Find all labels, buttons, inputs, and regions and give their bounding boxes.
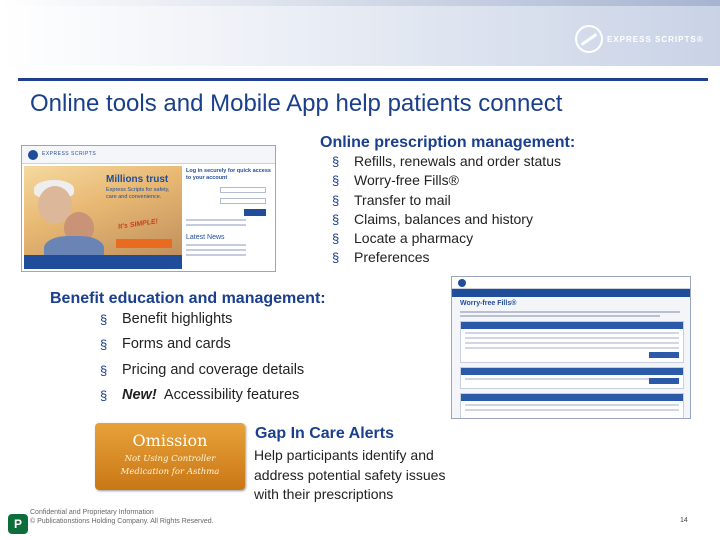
slide-title: Online tools and Mobile App help patients connect [30,90,563,117]
hero-image [24,166,182,269]
screenshot-nav [452,289,690,297]
username-field [220,187,266,193]
new-item-text: Accessibility features [163,386,300,403]
hero-footer [24,255,182,269]
simple-stamp: It's SIMPLE! [117,218,159,231]
hero-text: Express Scripts for safety, care and convenience. [106,187,170,200]
login-panel [186,168,274,256]
omission-subtitle-1: Not Using Controller [124,454,216,464]
publication-p-icon: P [8,514,28,534]
list-item: § Claims, balances and history [332,210,561,229]
confidential-line-2: © Publicationstions Holding Company. All Rights Reserved. [30,518,214,525]
list-item: § Locate a pharmacy [332,229,561,248]
list-item [100,383,304,408]
list-item: § Pricing and coverage details [100,358,304,383]
benefit-bullet-list [100,307,304,408]
website-homepage-screenshot [21,145,276,272]
list-item: § Forms and cards [100,332,304,357]
online-bullet-list [332,152,561,268]
panel-row [465,342,679,344]
panel-row [465,347,679,349]
panel-button [649,378,679,384]
list-item: § Benefit highlights [100,307,304,332]
text-line [186,249,246,251]
mini-brand: EXPRESS SCRIPTS [42,151,97,157]
hero-cta [116,239,172,248]
list-item: § Preferences [332,248,561,267]
panel-row [465,409,679,411]
express-scripts-logo [575,22,704,56]
text-line [186,254,246,256]
gap-alerts-text: Help participants identify and address potential safety issues with their prescriptions [254,447,446,502]
password-field [220,198,266,204]
latest-news: Latest News [186,234,225,241]
express-scripts-logo-icon [575,25,603,53]
panel-button [649,352,679,358]
list-item: § Worry-free Fills® [332,171,561,190]
text-line [460,311,680,313]
screenshot-topbar [452,277,690,289]
text-line [186,244,246,246]
panel-header [461,322,683,329]
list-item: § Transfer to mail [332,191,561,210]
confidential-line-1: Confidential and Proprietary Information [30,509,154,516]
panel-row [465,378,679,380]
online-section-heading: Online prescription management: [320,134,576,151]
mini-logo-icon [458,279,466,287]
screenshot-topbar [22,146,275,164]
logo-text: EXPRESS SCRIPTS® [607,34,704,44]
text-line [460,315,660,317]
panel-header [461,368,683,375]
mini-logo-icon [28,150,38,160]
confidential-notice [30,508,214,526]
omission-subtitle-2: Medication for Asthma [120,467,220,477]
panel-header [461,394,683,401]
text-line [186,219,246,221]
omission-title: Omission [132,431,208,450]
prescription-panel [460,393,684,419]
text-line [186,224,246,226]
panel-row [465,337,679,339]
benefit-section-heading: Benefit education and management: [50,290,326,307]
panel-row [465,332,679,334]
title-rule [18,78,708,81]
worry-free-title: Worry-free Fills® [460,300,517,307]
omission-badge [95,423,245,490]
list-item: § Refills, renewals and order status [332,152,561,171]
gap-alerts-heading: Gap In Care Alerts [255,425,395,442]
header-band [0,0,720,66]
panel-row [465,404,679,406]
login-title: Log in securely for quick access to your account [186,168,271,181]
page-number: 14 [680,517,688,524]
new-label: New! [122,386,157,403]
login-button [244,209,266,216]
prescription-panel [460,321,684,363]
hero-headline: Millions trust [106,174,169,185]
prescription-panel [460,367,684,389]
worry-free-fills-screenshot [451,276,691,419]
hero-tagline [106,174,178,201]
